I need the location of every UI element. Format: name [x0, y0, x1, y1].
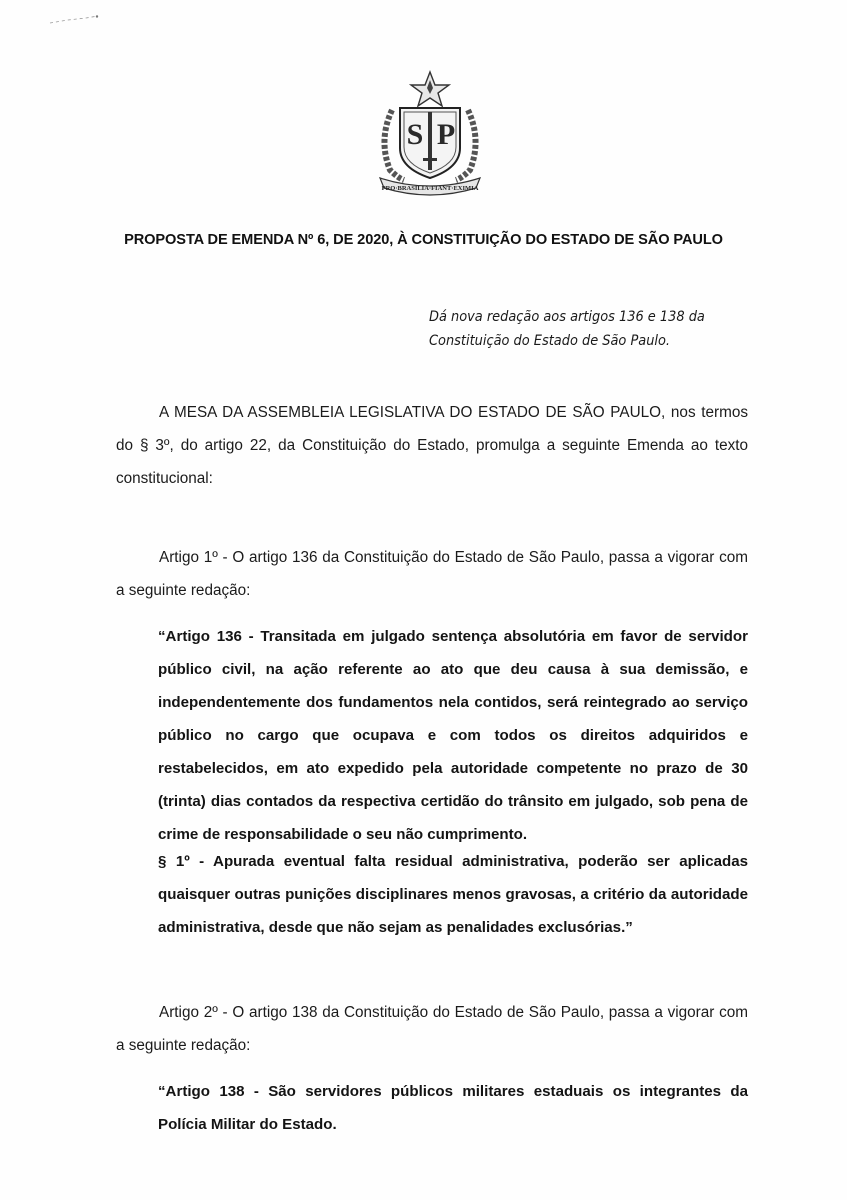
article-1-intro [116, 541, 748, 607]
article-2-intro [116, 996, 748, 1062]
ementa-summary: Dá nova redação aos artigos 136 e 138 da Constituição do Estado de São Paulo. [429, 309, 705, 349]
sao-paulo-coat-of-arms-icon [372, 70, 488, 196]
svg-text:PRO·BRASILIA·FIANT·EXIMIA: PRO·BRASILIA·FIANT·EXIMIA [381, 185, 479, 192]
svg-text:S: S [406, 118, 424, 151]
article-136-paragraph-1: § 1º - Apurada eventual falta residual administrativa, poderão ser aplicadas quaisquer outras punições disciplinares menos gravosas, a critério da autoridade administrativa, desde que não sejam as penalidades exclusórias.” [158, 853, 748, 936]
article-138-quoted-text: “Artigo 138 - São servidores públicos militares estaduais os integrantes da Polícia Militar do Estado. [158, 1083, 748, 1133]
scan-artifact-mark [48, 14, 100, 26]
svg-text:P: P [436, 118, 456, 151]
preamble-text: A MESA DA ASSEMBLEIA LEGISLATIVA DO ESTADO DE SÃO PAULO, nos termos do § 3º, do artigo 22, da Constituição do Estado, promulga a seguinte Emenda ao texto constitucional: [116, 404, 748, 487]
article-1-intro-text: Artigo 1º - O artigo 136 da Constituição do Estado de São Paulo, passa a vigorar com a seguinte redação: [116, 549, 748, 599]
article-136-quoted-text: “Artigo 136 - Transitada em julgado sentença absolutória em favor de servidor público civil, na ação referente ao ato que deu causa à sua demissão, e independentemente dos fundamentos nela contidos, será reintegrado ao serviço público no cargo que ocupava e com todos os direitos adquiridos e restabelecidos, em ato expedido pela autoridade competente no prazo de 30 (trinta) dias contados da respectiva certidão do trânsito em julgado, sob pena de crime de responsabilidade o seu não cumprimento. [158, 628, 748, 843]
document-title: PROPOSTA DE EMENDA Nº 6, DE 2020, À CONSTITUIÇÃO DO ESTADO DE SÃO PAULO [124, 232, 723, 248]
article-2-intro-text: Artigo 2º - O artigo 138 da Constituição do Estado de São Paulo, passa a vigorar com a seguinte redação: [116, 1004, 748, 1054]
preamble-paragraph [116, 396, 748, 495]
